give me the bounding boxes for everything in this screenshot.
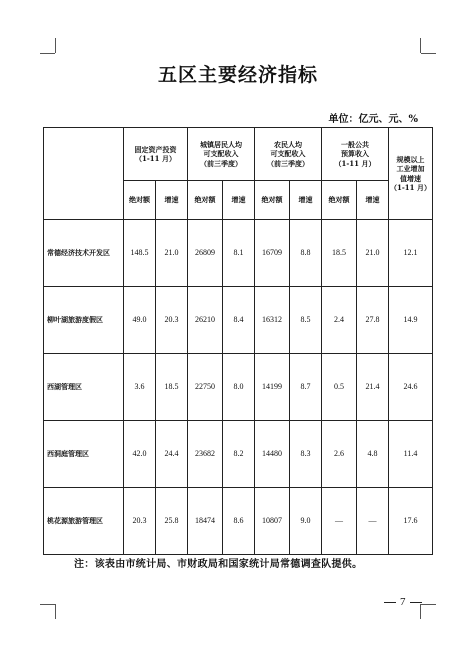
table-row [44, 488, 433, 555]
page-number-dash [410, 602, 422, 603]
header-text: 工业增加 [396, 164, 425, 174]
subheader-absolute: 绝对额 [255, 181, 290, 220]
table-cell: 22750 [188, 354, 223, 421]
subheader-growth: 增速 [290, 181, 322, 220]
subheader-absolute: 绝对额 [124, 181, 156, 220]
header-row [44, 128, 433, 181]
header-fixed-asset-investment [124, 128, 188, 181]
table-cell: 10807 [255, 488, 290, 555]
table-cell: 16709 [255, 220, 290, 287]
table-cell: 8.3 [290, 421, 322, 488]
table-cell: 148.5 [124, 220, 156, 287]
table-cell: 14.9 [389, 287, 433, 354]
header-text: 农民人均 [274, 139, 302, 149]
table-cell: 25.8 [156, 488, 188, 555]
table-cell: — [357, 488, 389, 555]
table-cell: 24.6 [389, 354, 433, 421]
subheader-absolute: 绝对额 [188, 181, 223, 220]
table-cell: 49.0 [124, 287, 156, 354]
table-cell: 14480 [255, 421, 290, 488]
crop-mark-top-left [55, 38, 56, 53]
table-row [44, 354, 433, 421]
table-cell: 17.6 [389, 488, 433, 555]
crop-mark-top-right [420, 38, 421, 53]
indicators-table [43, 127, 433, 555]
header-industrial-growth [389, 128, 433, 220]
table-cell: 27.8 [357, 287, 389, 354]
table-cell: 21.0 [156, 220, 188, 287]
table-cell: 8.5 [290, 287, 322, 354]
page-number [380, 596, 426, 608]
table-cell: 12.1 [389, 220, 433, 287]
table-cell: 21.0 [357, 220, 389, 287]
table-cell: 2.4 [322, 287, 357, 354]
table-cell: 8.7 [290, 354, 322, 421]
district-name: 常德经济技术开发区 [44, 220, 124, 287]
table-cell: 23682 [188, 421, 223, 488]
table-cell: 8.2 [223, 421, 255, 488]
table-cell: 14199 [255, 354, 290, 421]
crop-mark-top-right [421, 53, 436, 54]
header-text: （1-11 月） [334, 158, 376, 168]
district-name: 西湖管理区 [44, 354, 124, 421]
header-text: 一般公共 [341, 139, 369, 149]
subheader-growth: 增速 [223, 181, 255, 220]
table-cell: 2.6 [322, 421, 357, 488]
subheader-absolute: 绝对额 [322, 181, 357, 220]
header-text: （前三季度） [200, 158, 242, 168]
table-cell: 8.6 [223, 488, 255, 555]
table-cell: 18.5 [322, 220, 357, 287]
crop-mark-bottom-left [55, 604, 56, 619]
crop-mark-top-left [40, 53, 55, 54]
header-corner-cell [44, 128, 124, 220]
page-title: 五区主要经济指标 [157, 64, 318, 86]
table-cell: 3.6 [124, 354, 156, 421]
page-number-value: 7 [400, 596, 406, 608]
table-cell: 20.3 [156, 287, 188, 354]
header-text: 规模以上 [396, 154, 425, 164]
table-cell: 21.4 [357, 354, 389, 421]
header-text: 固定资产投资 [134, 144, 177, 154]
subheader-growth: 增速 [357, 181, 389, 220]
source-note: 注：该表由市统计局、市财政局和国家统计局常德调查队提供。 [74, 559, 363, 570]
table-cell: 26210 [188, 287, 223, 354]
table-cell: — [322, 488, 357, 555]
table-cell: 8.1 [223, 220, 255, 287]
table-cell: 11.4 [389, 421, 433, 488]
district-name: 桃花源旅游管理区 [44, 488, 124, 555]
header-text: （1-11 月） [135, 154, 176, 163]
table-cell: 9.0 [290, 488, 322, 555]
table-cell: 18.5 [156, 354, 188, 421]
table-cell: 42.0 [124, 421, 156, 488]
table-row [44, 287, 433, 354]
table-cell: 16312 [255, 287, 290, 354]
table-cell: 24.4 [156, 421, 188, 488]
table-cell: 8.0 [223, 354, 255, 421]
header-text: 可支配收入 [270, 149, 306, 159]
header-text: （前三季度） [267, 158, 309, 168]
table-row [44, 220, 433, 287]
unit-label: 单位：亿元、元、% [328, 114, 418, 125]
crop-mark-bottom-left [40, 604, 55, 605]
subheader-growth: 增速 [156, 181, 188, 220]
table-cell: 18474 [188, 488, 223, 555]
table-cell: 20.3 [124, 488, 156, 555]
table-cell: 26809 [188, 220, 223, 287]
header-rural-income [255, 128, 322, 181]
district-name: 西洞庭管理区 [44, 421, 124, 488]
table-cell: 8.8 [290, 220, 322, 287]
header-urban-income [188, 128, 255, 181]
table-cell: 0.5 [322, 354, 357, 421]
table-cell: 8.4 [223, 287, 255, 354]
page-number-dash [384, 602, 396, 603]
header-text: 可支配收入 [203, 149, 239, 159]
table-row [44, 421, 433, 488]
header-text: （1-11 月） [390, 182, 431, 192]
table-cell: 4.8 [357, 421, 389, 488]
header-text: 预算收入 [341, 149, 369, 159]
header-public-budget-revenue [322, 128, 389, 181]
header-text: 值增速 [400, 173, 421, 183]
district-name: 柳叶湖旅游度假区 [44, 287, 124, 354]
header-text: 城镇居民人均 [200, 139, 242, 149]
